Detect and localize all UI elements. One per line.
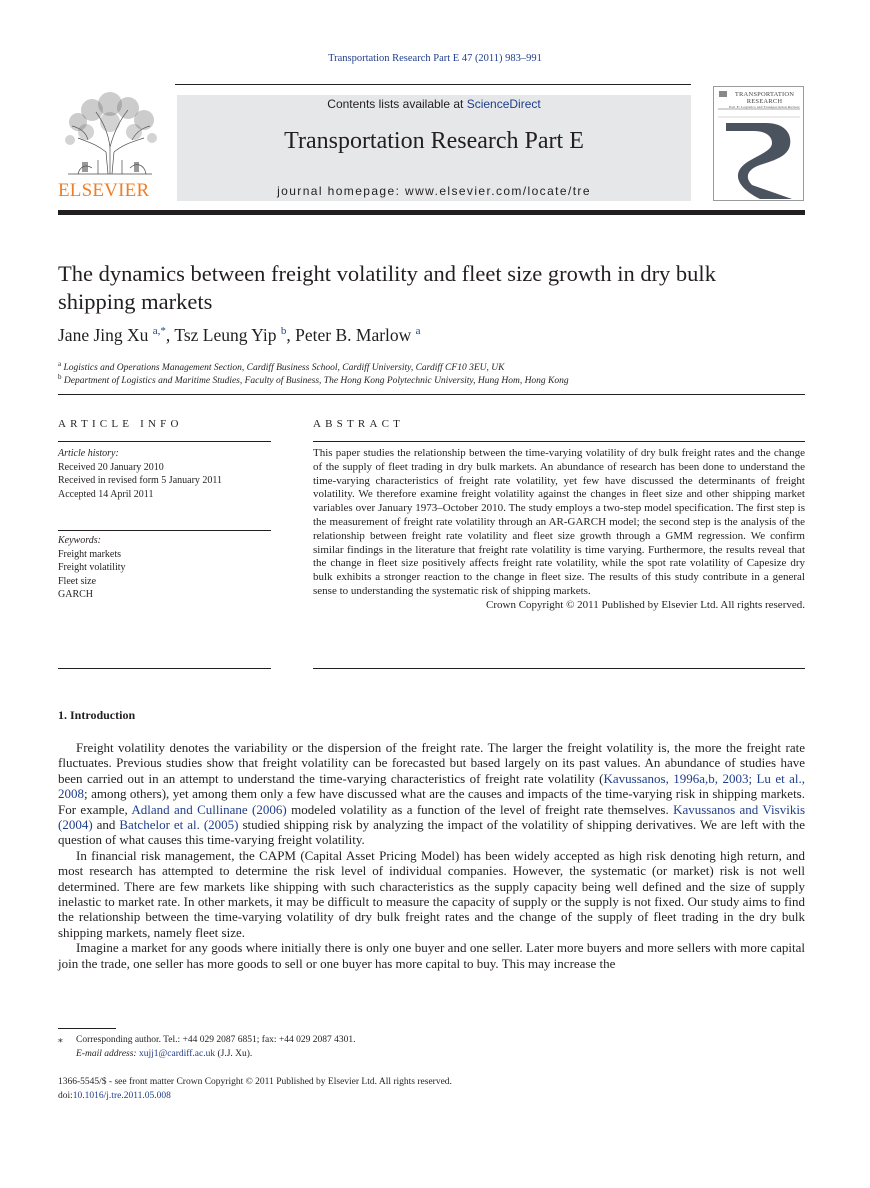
paragraph: Imagine a market for any goods where initially there is only one buyer and one seller. Later more buyers and more sellers with more capital join the trade, one seller has more goods to sell or one buyer has more capital to buy. This may increase the (58, 940, 805, 971)
article-info-heading: ARTICLE INFO (58, 418, 183, 430)
abstract-text: This paper studies the relationship between the time-varying volatility of dry bulk freight rates and the change of the supply of fleet trading in dry bulk markets. An abundance of research has been done to understand the time-varying characteristics of freight rate volatility, yet few have discussed the determinants of freight volatility. We therefore examine freight volatility against the changes in fleet size and other shipping market variables over January 1973–October 2010. The study employs a two-step model specification. The first step is the measurement of freight rate volatility through an AR-GARCH model; the second step is the analysis of the relationship between freight rate volatility and fleet size growth through a GMM regression. We confirm similar findings in the literature that freight rate volatility is time varying. Furthermore, the results reveal that the change in fleet size positively affects freight rate volatility, while the spot rate volatility of Capesize dry bulk exhibits a stronger reaction to the change in fleet size. The results of this study contribute in a general sense to understanding the systematic risk of shipping markets. (313, 447, 805, 597)
text-run: modeled volatility as a function of the level of freight rate themselves. (286, 801, 674, 817)
keyword: Freight markets (58, 548, 122, 560)
footnote (58, 1033, 805, 1061)
author-list: Jane Jing Xu $^{a,*}$, Tsz Leung Yip $^b$, Peter B. Marlow $^a$ (58, 325, 421, 345)
contents-line (177, 97, 691, 111)
footnote-email (58, 1047, 805, 1061)
keyword: GARCH (58, 589, 94, 600)
affiliation-mark: b (58, 373, 62, 381)
author-name[interactable]: Peter B. Marlow (295, 325, 412, 345)
article-title: The dynamics between freight volatility and fleet size growth in dry bulk shipping markets (58, 261, 716, 314)
divider (58, 441, 271, 442)
author-affiliation-mark[interactable]: a,* (152, 325, 166, 338)
affiliation-mark: a (58, 360, 62, 368)
paragraph (58, 740, 805, 848)
keywords-label: Keywords: (58, 535, 101, 546)
keywords (58, 534, 271, 602)
footnote-rule (58, 1028, 116, 1029)
divider (58, 394, 805, 395)
author-affiliation-mark[interactable]: b (280, 325, 287, 338)
citation-link[interactable]: Batchelor et al. (2005) (119, 817, 239, 833)
divider (58, 530, 271, 531)
cover-title-line2: RESEARCH (746, 98, 783, 105)
homepage-label: journal homepage: (277, 184, 406, 198)
article-history (58, 447, 271, 501)
author-name[interactable]: Tsz Leung Yip (174, 325, 277, 345)
journal-citation[interactable]: Transportation Research Part E 47 (2011) 983–991 (328, 53, 542, 64)
history-label: Article history: (58, 448, 119, 459)
paragraph: In financial risk management, the CAPM (Capital Asset Pricing Model) has been widely accepted as high risk denoting high return, and most research has attempted to determine the risk level of individual companies. However, the systematic (or market) risk is not well determined. There are few markets like shipping with such characteristics as the supply capacity being well defined and the size of supply inelastic to market rate. In other markets, it may be difficult to measure the capacity of supply or the supply is not fixed. Our study aims to find the relationship between the time-varying volatility of dry bulk freight rates and the change of the supply of fleet trading in the dry bulk shipping markets, namely fleet size. (58, 847, 805, 940)
author-affiliation-mark[interactable]: a (415, 325, 421, 338)
abstract-copyright: Crown Copyright © 2011 Published by Elsevier Ltd. All rights reserved. (486, 598, 805, 611)
issn-doi-block (58, 1076, 805, 1103)
cover-title (728, 91, 801, 110)
sciencedirect-link[interactable]: ScienceDirect (466, 97, 541, 111)
email-label: E-mail address: (76, 1049, 139, 1059)
journal-title: Transportation Research Part E (284, 128, 584, 154)
affiliation (58, 373, 805, 386)
email-link[interactable]: xujj1@cardiff.ac.uk (138, 1049, 216, 1059)
masthead-bottom-rule (58, 210, 805, 215)
email-suffix: (J.J. Xu). (215, 1049, 253, 1059)
masthead-top-rule (175, 84, 691, 85)
history-accepted: Accepted 14 April 2011 (58, 488, 154, 500)
elsevier-wordmark: ELSEVIER (58, 180, 150, 201)
doi-line (58, 1090, 805, 1104)
divider (313, 668, 805, 669)
divider (58, 668, 271, 669)
affiliation-text: Logistics and Operations Management Section, Cardiff Business School, Cardiff University, Cardiff CF10 3EU, UK (63, 363, 505, 374)
history-revised: Received in revised form 5 January 2011 (58, 475, 223, 486)
doi-link[interactable]: 10.1016/j.tre.2011.05.008 (72, 1090, 171, 1101)
text-run: Freight volatility denotes the variability or the dispersion of the freight rate. The larger the freight volatility is, the more the freight rate fluctuates. Previous studies show that freight volatility can be forecasted but based largely on its past values. An abundance of studies have been carried out in an attempt to understand the time-varying characteristics of freight rate volatility ( (58, 740, 805, 786)
text-run: ; among others), yet among them only a few have discussed what are the causes and impacts of the time-varying risk in shipping markets. For example, (58, 786, 805, 817)
keyword: Freight volatility (58, 562, 126, 573)
introduction-body (58, 740, 805, 971)
text-run: and (92, 817, 120, 833)
history-received: Received 20 January 2010 (58, 461, 164, 473)
contents-prefix: Contents lists available at (327, 97, 467, 111)
homepage-link[interactable]: www.elsevier.com/locate/tre (405, 184, 591, 198)
citation-link[interactable]: Kavussanos, 1996a,b, 2003; Lu et al., 2008 (58, 770, 805, 802)
citation-link[interactable]: Kavussanos and Visvikis (2004) (58, 801, 805, 833)
journal-cover-thumbnail[interactable] (713, 86, 804, 201)
section-heading-introduction: 1. Introduction (58, 708, 136, 722)
keyword: Fleet size (58, 575, 97, 587)
cover-title-line1: TRANSPORTATION (734, 91, 795, 98)
text-run: studied shipping risk by analyzing the impact of the volatility of shipping derivatives. We are left with the question of what causes this time-varying freight volatility. (58, 817, 805, 848)
footnote-corresponding-text: Corresponding author. Tel.: +44 029 2087 6851; fax: +44 029 2087 4301. (76, 1035, 356, 1045)
abstract-body (313, 447, 805, 613)
affiliation-text: Department of Logistics and Maritime Studies, Faculty of Business, The Hong Kong Polytechnic University, Hung Hom, Hong Kong (63, 376, 569, 387)
divider (313, 441, 805, 442)
footnote-corresponding (58, 1033, 805, 1047)
cover-subtitle: Part E: Logistics and Transportation Review (729, 105, 800, 109)
abstract-heading: ABSTRACT (313, 418, 405, 430)
author-name[interactable]: Jane Jing Xu (58, 325, 149, 345)
affiliation (58, 360, 805, 373)
doi-label: doi: (58, 1090, 73, 1101)
journal-homepage (177, 184, 691, 198)
issn-line: 1366-5545/$ - see front matter Crown Copyright © 2011 Published by Elsevier Ltd. All rights reserved. (58, 1077, 452, 1087)
citation-link[interactable]: Adland and Cullinane (2006) (131, 801, 287, 817)
footnote-star: ⁎ (58, 1035, 63, 1045)
